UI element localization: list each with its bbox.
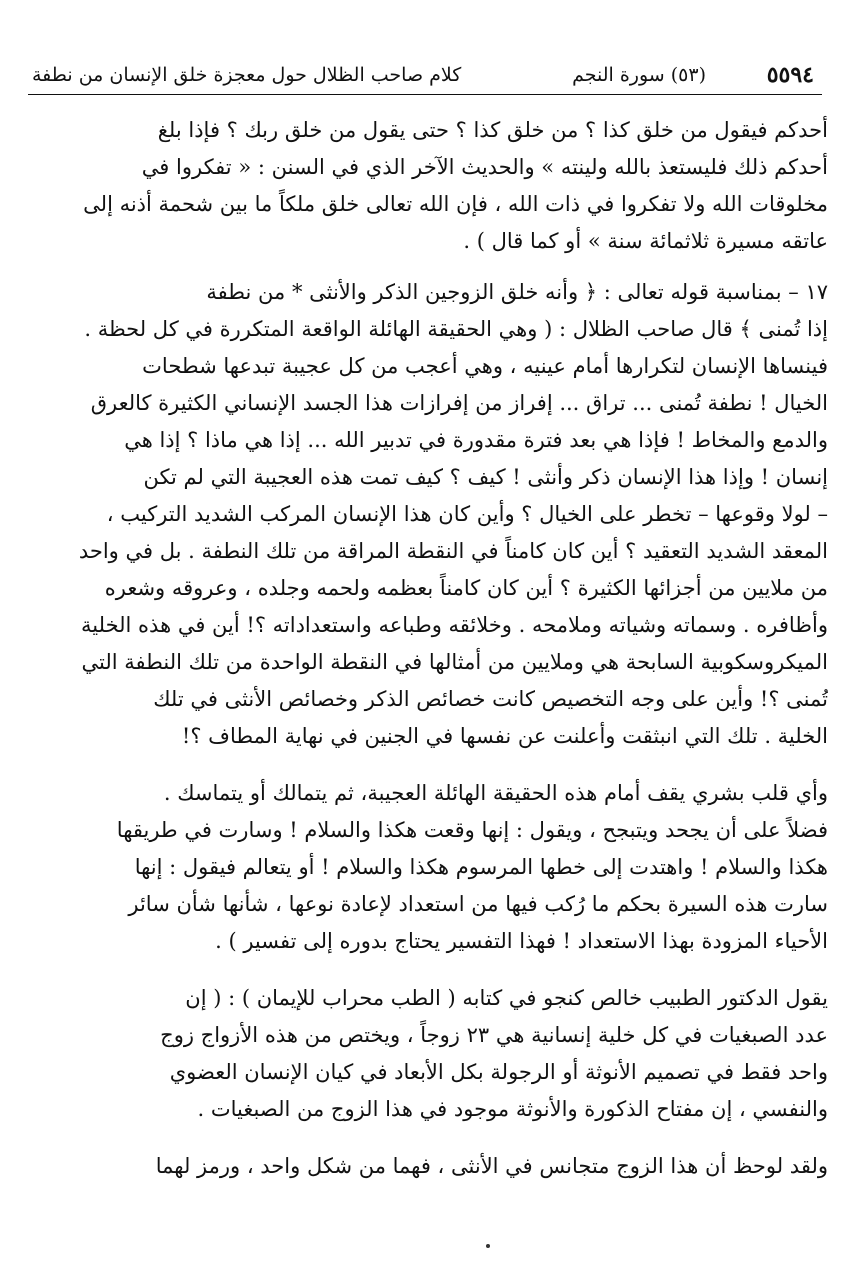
page-number: ٥٥٩٤ (766, 62, 814, 88)
text-line: الخيال ! نطفة تُمنى ... تراق ... إفراز من إفرازات هذا الجسد الإنساني الكثيرة كالعرق (90, 391, 828, 415)
text-line: سارت هذه السيرة بحكم ما رُكب فيها من استعداد لإعادة نوعها ، شأنها شأن سائر (128, 892, 828, 916)
text-line: ١٧ – بمناسبة قوله تعالى : ﴿ وأنه خلق الزوجين الذكر والأنثى * من نطفة (206, 280, 828, 304)
text-line: مخلوقات الله ولا تفكروا في ذات الله ، فإن الله تعالى خلق ملكاً ما بين شحمة أذنه إلى (83, 192, 828, 216)
text-line: وأظافره . وسماته وشياته وملامحه . وخلائقه وطباعه واستعداداته ؟! أين في هذه الخلية (81, 613, 828, 637)
text-line: عدد الصبغيات في كل خلية إنسانية هي ٢٣ زوجاً ، ويختص من هذه الأزواج زوج (160, 1023, 828, 1047)
text-line: فضلاً على أن يجحد ويتبجح ، ويقول : إنها وقعت هكذا والسلام ! وسارت في طريقها (116, 818, 828, 842)
paragraph-hadith-continuation (28, 112, 828, 260)
surah-label: (٥٣) سورة النجم (572, 64, 706, 86)
text-line: أحدكم ذلك فليستعذ بالله ولينته » والحديث الآخر الذي في السنن : « تفكروا في (141, 155, 828, 179)
paragraph-female-pair (28, 1148, 828, 1185)
running-title: كلام صاحب الظلال حول معجزة خلق الإنسان من نطفة (32, 64, 462, 86)
page-mark (486, 1244, 490, 1248)
text-line: المعقد الشديد التعقيد ؟ أين كان كامناً في النقطة المراقة من تلك النطفة . بل في واحد (78, 539, 828, 563)
text-line: يقول الدكتور الطبيب خالص كنجو في كتابه ( الطب محراب للإيمان ) : ( إن (185, 986, 828, 1010)
paragraph-17 (28, 274, 828, 755)
text-line: واحد فقط في تصميم الأنوثة أو الرجولة بكل الأبعاد في كيان الإنسان العضوي (169, 1060, 828, 1084)
text-line: والدمع والمخاط ! فإذا هي بعد فترة مقدورة في تدبير الله ... إذا هي ماذا ؟ إذا هي (124, 428, 828, 452)
text-line: تُمنى ؟! وأين على وجه التخصيص كانت خصائص الذكر وخصائص الأنثى في تلك (153, 687, 828, 711)
text-line: الخلية . تلك التي انبثقت وأعلنت عن نفسها في الجنين في نهاية المطاف ؟! (181, 724, 828, 748)
text-line: من ملايين من أجزائها الكثيرة ؟ أين كان كامناً بعظمه ولحمه وجلده ، وعروقه وشعره (104, 576, 828, 600)
text-line: إنسان ! وإذا هذا الإنسان ذكر وأنثى ! كيف ؟ كيف تمت هذه العجيبة التي لم تكن (143, 465, 828, 489)
text-line: والنفسي ، إن مفتاح الذكورة والأنوثة موجود في هذا الزوج من الصبغيات . (197, 1097, 828, 1121)
text-line: إذا تُمنى ﴾ قال صاحب الظلال : ( وهي الحقيقة الهائلة الواقعة المتكررة في كل لحظة . (84, 317, 828, 341)
text-line: عاتقه مسيرة ثلاثمائة سنة » أو كما قال ) . (463, 229, 828, 253)
text-line: أحدكم فيقول من خلق كذا ؟ من خلق كذا ؟ حتى يقول من خلق ربك ؟ فإذا بلغ (157, 118, 828, 142)
text-line: الميكروسكوبية السابحة هي وملايين من أمثالها في النقطة الواحدة من تلك النطفة التي (81, 650, 828, 674)
page-header (28, 58, 824, 92)
paragraph-chromosomes (28, 980, 828, 1128)
text-line: فينساها الإنسان لتكرارها أمام عينيه ، وهي أعجب من كل عجيبة تبدعها شطحات (142, 354, 828, 378)
body-text (28, 112, 828, 1185)
text-line: – لولا وقوعها – تخطر على الخيال ؟ وأين كان هذا الإنسان المركب الشديد التركيب ، (106, 502, 828, 526)
text-line: هكذا والسلام ! واهتدت إلى خطها المرسوم هكذا والسلام ! أو يتعالم فيقول : إنها (134, 855, 828, 879)
text-line: الأحياء المزودة بهذا الاستعداد ! فهذا التفسير يحتاج بدوره إلى تفسير ) . (215, 929, 828, 953)
text-line: ولقد لوحظ أن هذا الزوج متجانس في الأنثى ، فهما من شكل واحد ، ورمز لهما (155, 1154, 828, 1178)
header-rule (28, 94, 822, 95)
text-line: وأي قلب بشري يقف أمام هذه الحقيقة الهائلة العجيبة، ثم يتمالك أو يتماسك . (163, 781, 828, 805)
paragraph-human-heart (28, 775, 828, 960)
